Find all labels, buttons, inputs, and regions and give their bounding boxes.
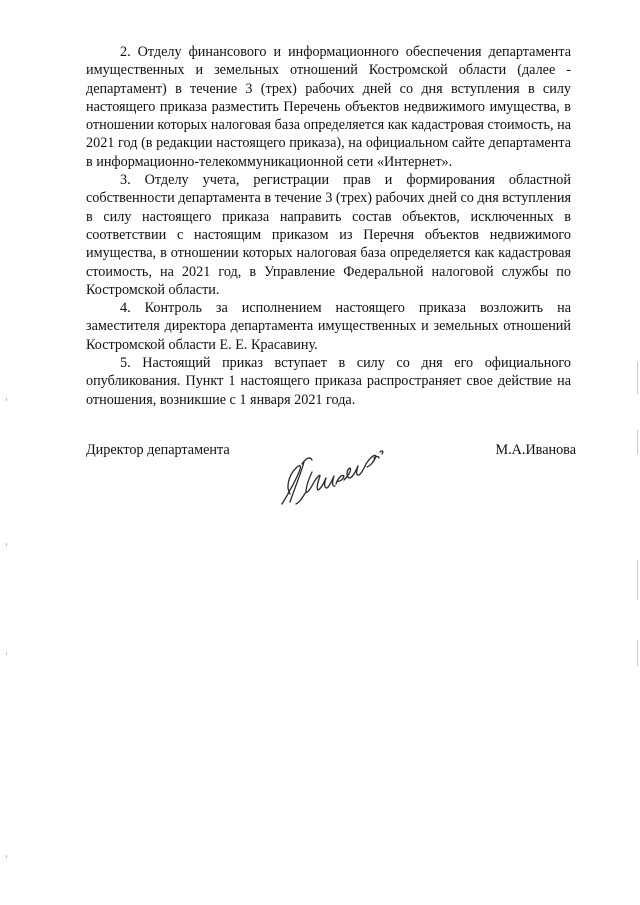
- scan-edge-mark: [637, 430, 638, 454]
- scan-speck: [6, 398, 7, 401]
- paragraph-4: 4. Контроль за исполнением настоящего приказа возложить на заместителя директора департамента имущественных и земельных отношений Костромской области Е. Е. Красавину.: [86, 300, 571, 353]
- scan-speck: [6, 652, 7, 655]
- signatory-position: Директор департамента: [86, 442, 230, 458]
- scan-speck: [6, 543, 7, 546]
- paragraph-5: 5. Настоящий приказ вступает в силу со дня его официального опубликования. Пункт 1 настоящего приказа распространяет свое действие на отношения, возникшие с 1 января 2021 года.: [86, 355, 571, 408]
- document-body: [86, 43, 571, 409]
- scan-edge-mark: [637, 640, 638, 666]
- paragraph-2: 2. Отделу финансового и информационного обеспечения департамента имущественных и земельных отношений Костромской области (далее - департамент) в течение 3 (трех) рабочих дней со дня вступления в силу настоящего приказа разместить Перечень объектов недвижимого имущества, в отношении которых налоговая база определяется как кадастровая стоимость, на 2021 год (в редакции настоящего приказа), на официальном сайте департамента в информационно-телекоммуникационной сети «Интернет».: [86, 44, 571, 170]
- scan-edge-mark: [637, 560, 638, 600]
- scan-speck: [6, 855, 7, 858]
- handwritten-signature: [266, 432, 416, 517]
- paragraph-3: 3. Отделу учета, регистрации прав и формирования областной собственности департамента в течение 3 (трех) рабочих дней со дня вступления в силу настоящего приказа направить состав объектов, исключенных в соответствии с настоящим приказом из Перечня объектов недвижимого имущества, в отношении которых налоговая база определяется как кадастровая стоимость, на 2021 год, в Управление Федеральной налоговой службы по Костромской области.: [86, 172, 571, 298]
- scan-edge-mark: [637, 362, 638, 394]
- signatory-name: М.А.Иванова: [495, 442, 576, 458]
